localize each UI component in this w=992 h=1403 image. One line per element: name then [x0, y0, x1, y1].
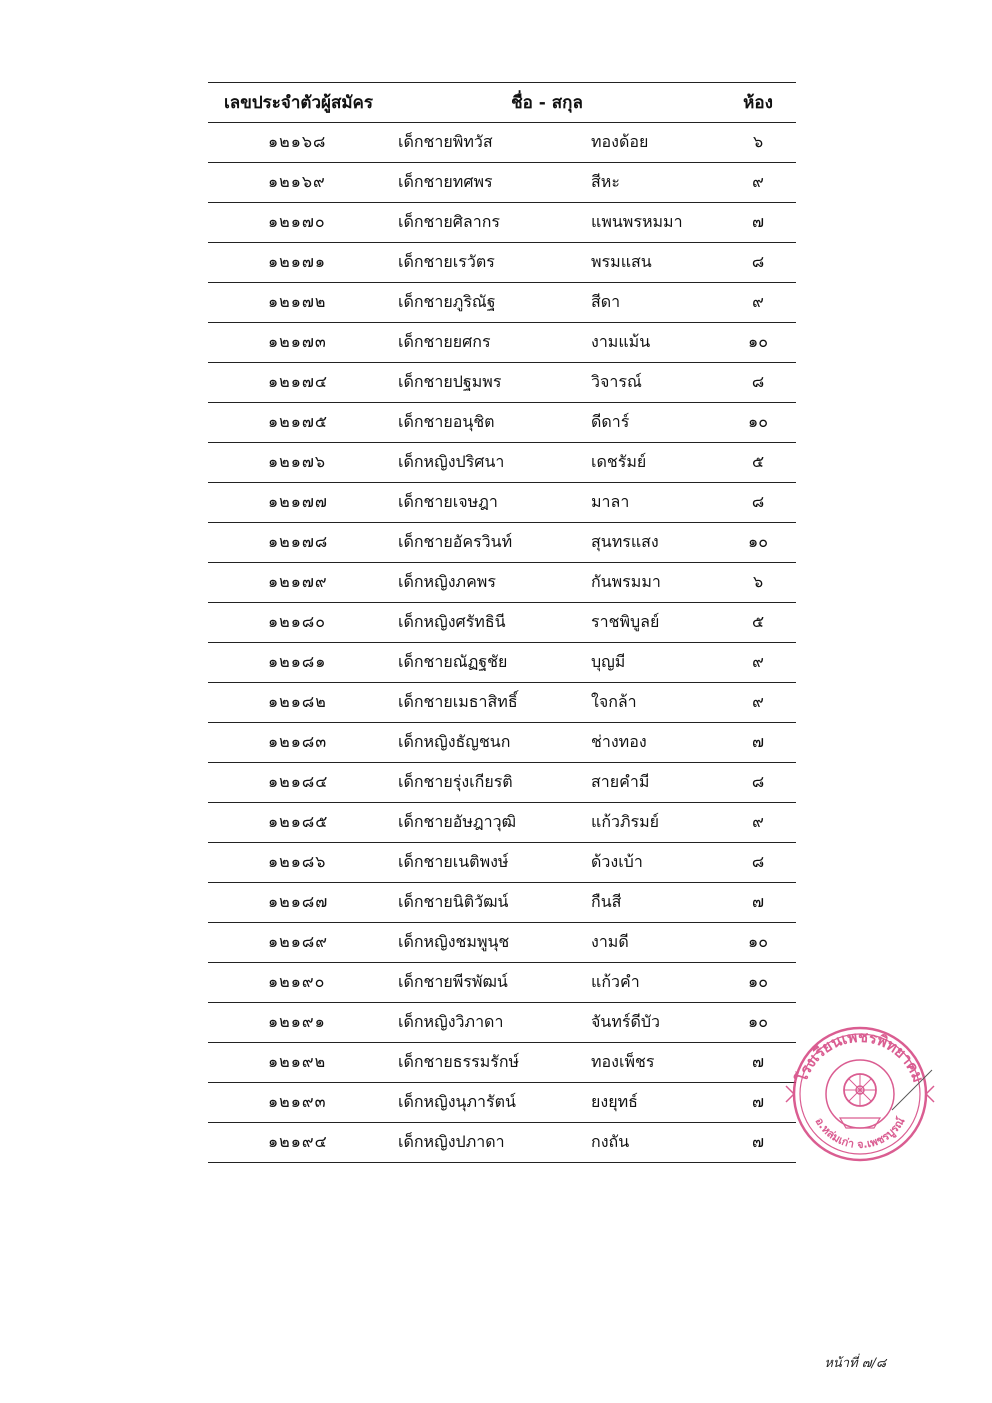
room-cell: ๘: [751, 772, 765, 791]
applicant-id-cell: ๑๒๑๗๖: [268, 452, 327, 471]
applicant-table: [208, 82, 796, 1163]
applicant-id-cell: ๑๒๑๘๖: [268, 852, 327, 871]
room-cell: ๘: [751, 492, 765, 511]
room-cell: ๑๐: [748, 412, 768, 431]
last-name-cell: กงถัน: [591, 1132, 630, 1151]
table-body: [208, 123, 796, 1163]
applicant-id-cell: ๑๒๑๙๐: [268, 972, 326, 991]
first-name-cell: เด็กชายเรวัตร: [398, 252, 495, 271]
first-name-cell: เด็กชายพีรพัฒน์: [398, 972, 508, 991]
room-cell: ๑๐: [748, 1012, 768, 1031]
applicant-table-container: [208, 82, 796, 1163]
applicant-id-cell: ๑๒๑๗๒: [268, 292, 327, 311]
first-name-cell: เด็กชายรุ่งเกียรติ: [398, 772, 513, 791]
first-name-cell: เด็กชายยศกร: [398, 332, 491, 351]
first-name-cell: เด็กหญิงศรัทธินี: [398, 612, 506, 631]
applicant-id-cell: ๑๒๑๖๙: [268, 172, 326, 191]
first-name-cell: เด็กหญิงชมพูนุช: [398, 932, 510, 951]
applicant-id-cell: ๑๒๑๘๑: [268, 652, 327, 671]
last-name-cell: แก้วภิรมย์: [591, 812, 660, 831]
first-name-cell: เด็กชายนิติวัฒน์: [398, 892, 509, 911]
last-name-cell: ทองเพ็ชร: [591, 1052, 655, 1071]
table-row: [208, 1003, 796, 1043]
first-name-cell: เด็กหญิงนุภารัตน์: [398, 1092, 516, 1111]
last-name-cell: แพนพรหมมา: [591, 212, 683, 231]
first-name-cell: เด็กชายเมธาสิทธิ์: [398, 692, 518, 711]
first-name-cell: เด็กชายปฐมพร: [398, 372, 502, 391]
applicant-id-cell: ๑๒๑๘๗: [268, 892, 329, 911]
table-row: [208, 603, 796, 643]
applicant-id-cell: ๑๒๑๗๕: [268, 412, 328, 431]
first-name-cell: เด็กชายอนุชิต: [398, 412, 495, 431]
room-cell: ๘: [751, 252, 765, 271]
applicant-id-cell: ๑๒๑๘๙: [268, 932, 328, 951]
applicant-id-cell: ๑๒๑๘๐: [268, 612, 326, 631]
applicant-id-cell: ๑๒๑๗๗: [268, 492, 328, 511]
table-row: [208, 763, 796, 803]
last-name-cell: มาลา: [591, 492, 630, 511]
applicant-id-cell: ๑๒๑๗๑: [268, 252, 327, 271]
room-cell: ๗: [752, 732, 765, 751]
room-cell: ๖: [752, 132, 764, 151]
table-row: [208, 963, 796, 1003]
applicant-id-cell: ๑๒๑๙๓: [268, 1092, 327, 1111]
table-row: [208, 203, 796, 243]
table-row: [208, 483, 796, 523]
header-room: ห้อง: [743, 93, 773, 113]
last-name-cell: สีหะ: [591, 172, 620, 191]
room-cell: ๗: [752, 1132, 765, 1151]
table-row: [208, 843, 796, 883]
room-cell: ๗: [752, 212, 765, 231]
table-row: [208, 1123, 796, 1163]
svg-text:อ.หล่มเก่า จ.เพชรบูรณ์: [813, 1114, 908, 1151]
last-name-cell: วิจารณ์: [591, 372, 642, 391]
page-number: หน้าที่ ๗/๘: [824, 1356, 886, 1371]
room-cell: ๕: [751, 452, 765, 471]
room-cell: ๕: [751, 612, 765, 631]
last-name-cell: ใจกล้า: [591, 692, 637, 711]
last-name-cell: พรมแสน: [591, 252, 652, 271]
last-name-cell: บุญมี: [591, 652, 626, 671]
room-cell: ๗: [752, 892, 765, 911]
room-cell: ๑๐: [748, 332, 768, 351]
table-row: [208, 563, 796, 603]
last-name-cell: กันพรมมา: [591, 572, 661, 591]
first-name-cell: เด็กหญิงธัญชนก: [398, 732, 511, 751]
applicant-id-cell: ๑๒๑๘๔: [268, 772, 329, 791]
last-name-cell: แก้วคำ: [591, 972, 640, 991]
table-row: [208, 643, 796, 683]
last-name-cell: งามแม้น: [591, 332, 651, 351]
first-name-cell: เด็กชายทศพร: [398, 172, 493, 191]
last-name-cell: ดีดาร์: [591, 412, 630, 431]
last-name-cell: สุนทรแสง: [591, 532, 659, 551]
room-cell: ๑๐: [748, 972, 768, 991]
header-full-name: ชื่อ - สกุล: [511, 93, 583, 113]
last-name-cell: เดชรัมย์: [591, 452, 647, 471]
first-name-cell: เด็กหญิงปริศนา: [398, 452, 505, 471]
last-name-cell: จันทร์ดีบัว: [591, 1012, 660, 1031]
table-row: [208, 723, 796, 763]
table-row: [208, 523, 796, 563]
applicant-id-cell: ๑๒๑๗๔: [268, 372, 328, 391]
first-name-cell: เด็กชายณัฏฐชัย: [398, 652, 508, 671]
first-name-cell: เด็กชายอัครวินท์: [398, 532, 513, 551]
last-name-cell: ทองด้อย: [591, 132, 649, 151]
applicant-id-cell: ๑๒๑๘๓: [268, 732, 328, 751]
applicant-id-cell: ๑๒๑๗๙: [268, 572, 328, 591]
table-row: [208, 883, 796, 923]
last-name-cell: ด้วงเบ้า: [591, 852, 643, 871]
stamp-top-text: โรงเรียนเพชรพิทยาคม: [792, 1027, 928, 1085]
table-row: [208, 1043, 796, 1083]
applicant-id-cell: ๑๒๑๙๔: [268, 1132, 328, 1151]
last-name-cell: กืนสี: [591, 892, 622, 911]
table-row: [208, 243, 796, 283]
last-name-cell: งามดี: [591, 932, 629, 951]
applicant-id-cell: ๑๒๑๗๓: [268, 332, 327, 351]
table-row: [208, 163, 796, 203]
table-row: [208, 683, 796, 723]
room-cell: ๑๐: [748, 932, 768, 951]
room-cell: ๘: [751, 852, 765, 871]
room-cell: ๙: [752, 172, 764, 191]
applicant-id-cell: ๑๒๑๗๘: [268, 532, 329, 551]
first-name-cell: เด็กหญิงภคพร: [398, 572, 496, 591]
school-seal-stamp: [782, 1020, 938, 1166]
last-name-cell: ราชพิบูลย์: [591, 612, 660, 631]
svg-text:โรงเรียนเพชรพิทยาคม: [791, 1028, 927, 1086]
first-name-cell: เด็กหญิงปภาดา: [398, 1132, 505, 1151]
applicant-id-cell: ๑๒๑๘๒: [268, 692, 327, 711]
room-cell: ๙: [752, 652, 764, 671]
first-name-cell: เด็กชายเนติพงษ์: [398, 852, 509, 871]
table-header-row: [208, 83, 796, 123]
room-cell: ๗: [752, 1052, 765, 1071]
table-row: [208, 283, 796, 323]
room-cell: ๙: [752, 692, 764, 711]
last-name-cell: ช่างทอง: [591, 732, 647, 751]
table-row: [208, 443, 796, 483]
room-cell: ๗: [752, 1092, 765, 1111]
room-cell: ๑๐: [748, 532, 768, 551]
first-name-cell: เด็กชายธรรมรักษ์: [398, 1052, 520, 1071]
applicant-id-cell: ๑๒๑๙๒: [268, 1052, 327, 1071]
first-name-cell: เด็กชายภูริณัฐ: [398, 292, 496, 311]
room-cell: ๙: [752, 812, 764, 831]
first-name-cell: เด็กชายอัษฎาวุฒิ: [398, 812, 517, 831]
last-name-cell: ยงยุทธ์: [591, 1092, 638, 1111]
header-applicant-id: เลขประจำตัวผู้สมัคร: [224, 93, 374, 113]
table-row: [208, 1083, 796, 1123]
applicant-id-cell: ๑๒๑๘๕: [268, 812, 329, 831]
applicant-id-cell: ๑๒๑๖๘: [268, 132, 327, 151]
stamp-bottom-text: อ.หล่มเก่า จ.เพชรบูรณ์: [812, 1115, 908, 1152]
room-cell: ๘: [751, 372, 765, 391]
first-name-cell: เด็กหญิงวิภาดา: [398, 1012, 504, 1031]
room-cell: ๙: [752, 292, 764, 311]
room-cell: ๖: [752, 572, 764, 591]
table-row: [208, 363, 796, 403]
table-row: [208, 323, 796, 363]
last-name-cell: สายคำมี: [591, 772, 650, 791]
first-name-cell: เด็กชายศิลากร: [398, 212, 500, 231]
table-row: [208, 923, 796, 963]
table-row: [208, 803, 796, 843]
applicant-id-cell: ๑๒๑๙๑: [268, 1012, 326, 1031]
first-name-cell: เด็กชายพิทวัส: [398, 132, 493, 151]
table-row: [208, 123, 796, 163]
first-name-cell: เด็กชายเจษฎา: [398, 492, 498, 511]
last-name-cell: สีดา: [591, 292, 621, 311]
table-row: [208, 403, 796, 443]
applicant-id-cell: ๑๒๑๗๐: [268, 212, 326, 231]
